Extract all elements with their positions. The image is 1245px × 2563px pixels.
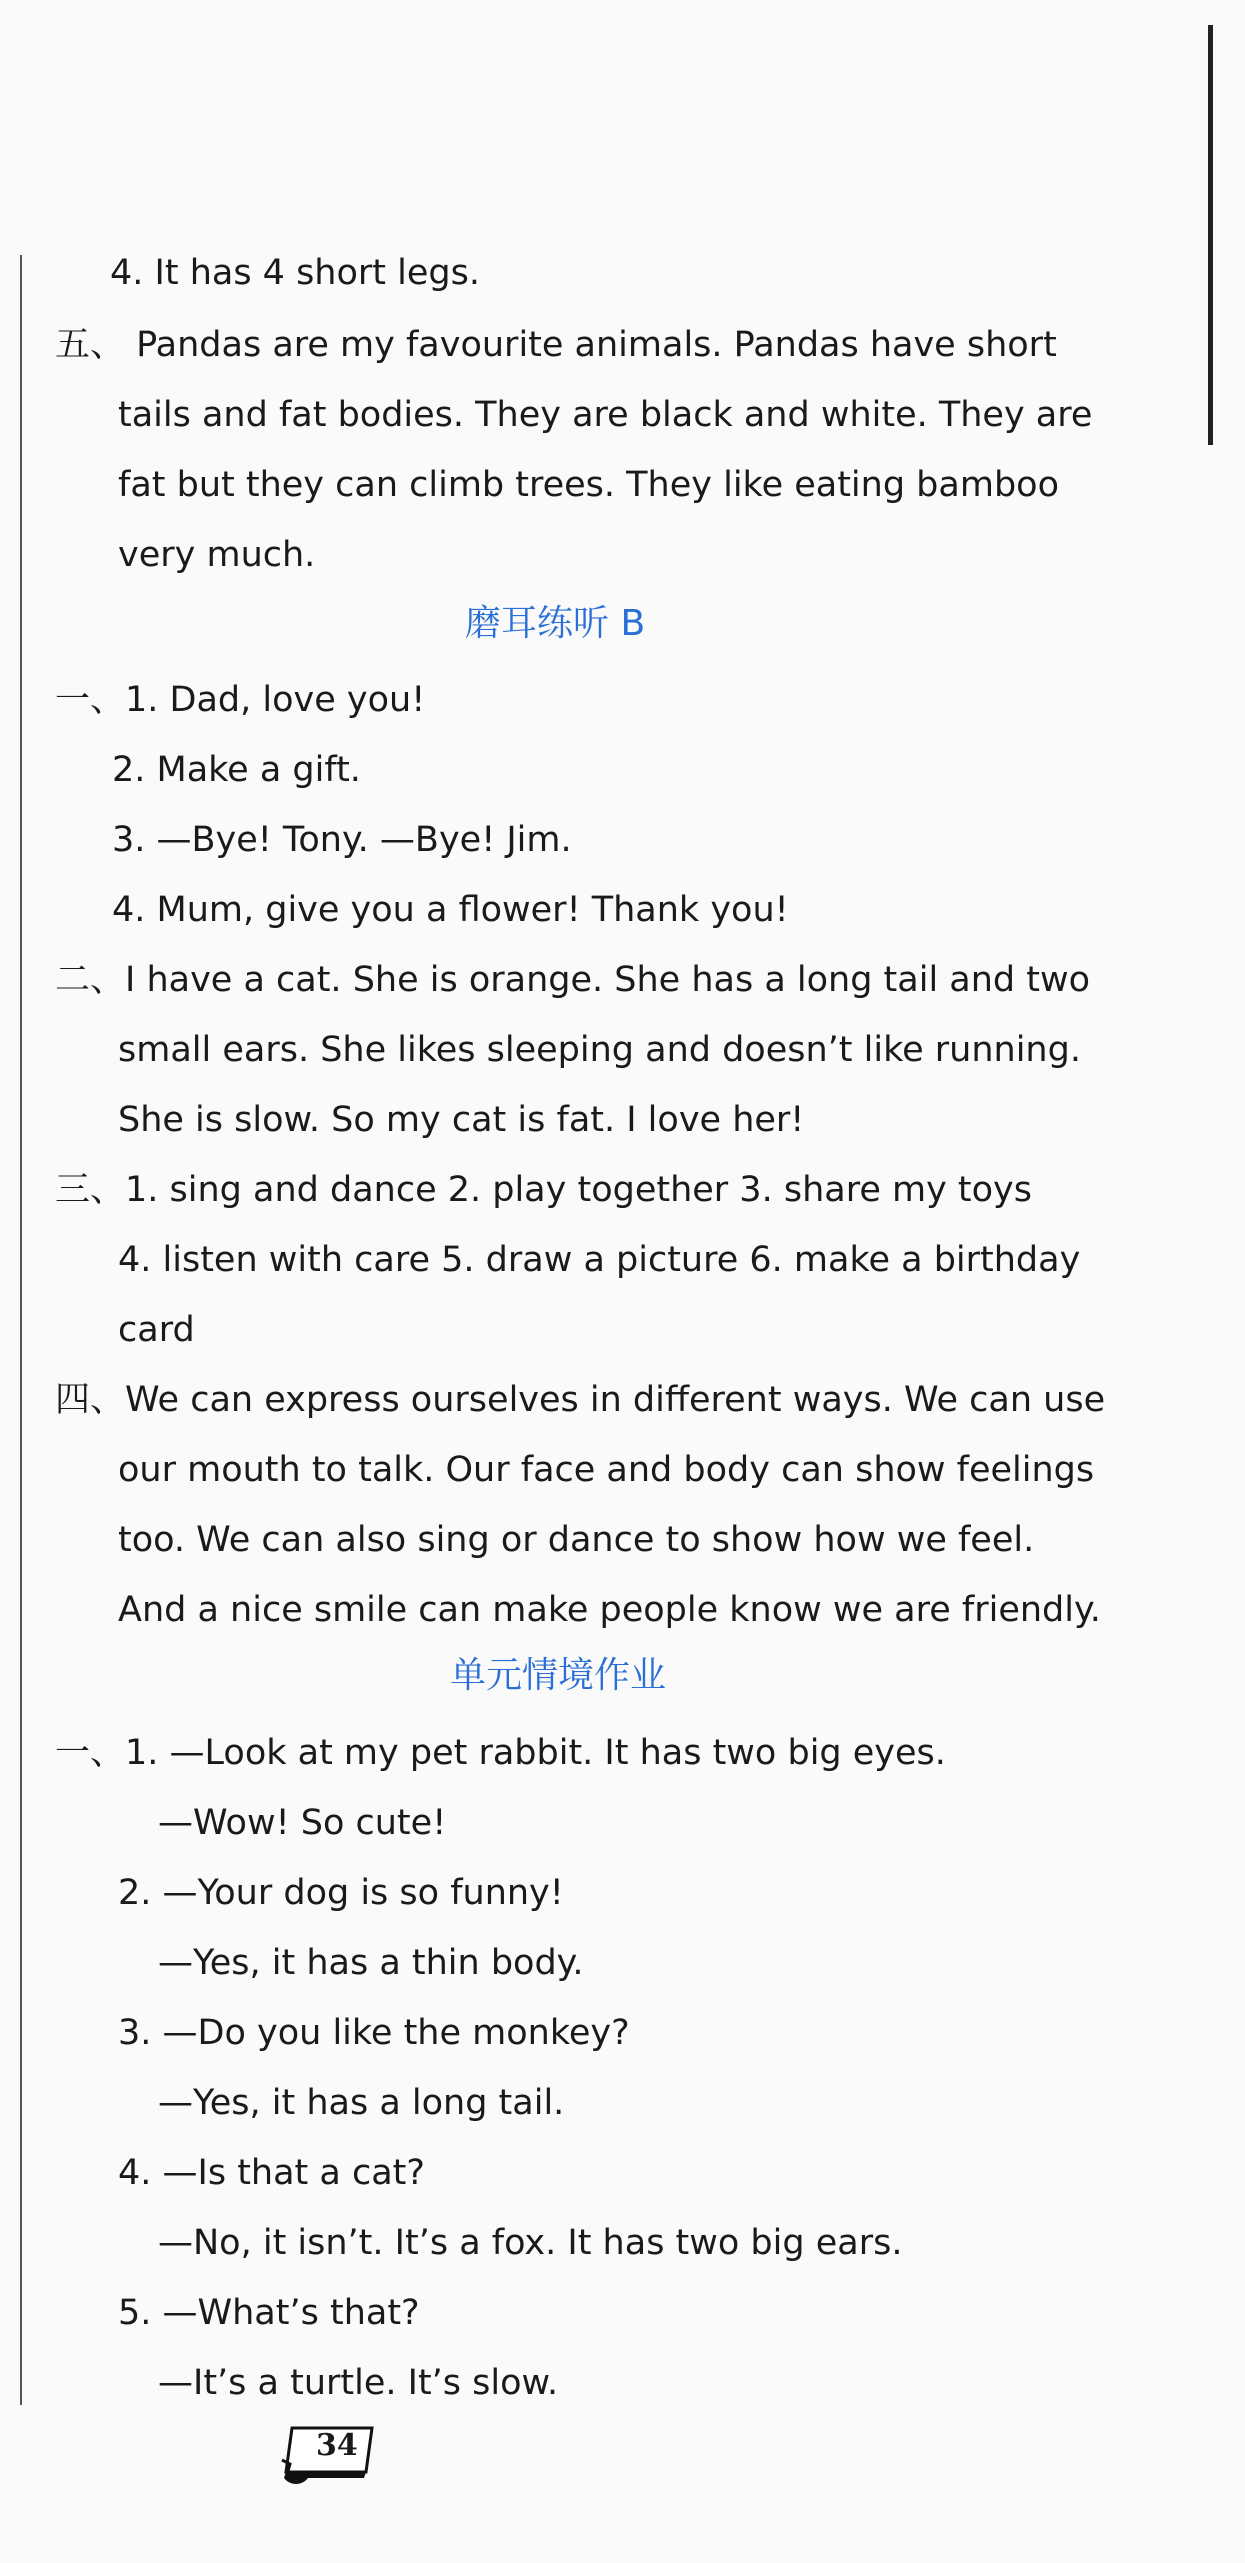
answer-line: 2. Make a gift.	[112, 750, 361, 790]
answer-line: very much.	[118, 535, 316, 575]
answer-line: 2. —Your dog is so funny!	[118, 1873, 564, 1913]
answer-line: 5. —What’s that?	[118, 2293, 420, 2333]
answer-line: —Yes, it has a long tail.	[158, 2083, 565, 2123]
section-heading: 磨耳练听 B	[465, 603, 646, 644]
answer-line: And a nice smile can make people know we are friendly.	[118, 1590, 1101, 1630]
answer-line: 五、 Pandas are my favourite animals. Pandas have short	[55, 325, 1057, 365]
answer-line: 3. —Bye! Tony. —Bye! Jim.	[112, 820, 572, 860]
answer-line: 三、1. sing and dance 2. play together 3. share my toys	[55, 1170, 1032, 1210]
section-heading: 单元情境作业	[450, 1655, 667, 1696]
answer-line: our mouth to talk. Our face and body can show feelings	[118, 1450, 1095, 1490]
answer-line: She is slow. So my cat is fat. I love her!	[118, 1100, 805, 1140]
answer-line: 二、I have a cat. She is orange. She has a long tail and two	[55, 960, 1091, 1000]
answer-line: too. We can also sing or dance to show how we feel.	[118, 1520, 1035, 1560]
answer-line: 4. It has 4 short legs.	[110, 253, 480, 293]
answer-line: 4. Mum, give you a flower! Thank you!	[112, 890, 789, 930]
answer-line: 3. —Do you like the monkey?	[118, 2013, 630, 2053]
answer-line: 4. —Is that a cat?	[118, 2153, 425, 2193]
answer-line: —Yes, it has a thin body.	[158, 1943, 584, 1983]
answer-line: small ears. She likes sleeping and doesn’t like running.	[118, 1030, 1081, 1070]
answer-line: 四、We can express ourselves in different ways. We can use	[55, 1380, 1106, 1420]
answer-line: —Wow! So cute!	[158, 1803, 447, 1843]
page-number-badge	[280, 2420, 380, 2490]
answer-line: card	[118, 1310, 195, 1350]
page-number: 34	[316, 2428, 358, 2463]
right-edge-bar	[1208, 25, 1213, 445]
answer-line: —It’s a turtle. It’s slow.	[158, 2363, 559, 2403]
answer-line: —No, it isn’t. It’s a fox. It has two big ears.	[158, 2223, 903, 2263]
answer-line: fat but they can climb trees. They like eating bamboo	[118, 465, 1059, 505]
answer-line: 4. listen with care 5. draw a picture 6. make a birthday	[118, 1240, 1081, 1280]
answer-line: tails and fat bodies. They are black and white. They are	[118, 395, 1093, 435]
answer-line: 一、1. —Look at my pet rabbit. It has two big eyes.	[55, 1733, 946, 1773]
answer-line: 一、1. Dad, love you!	[55, 680, 426, 720]
left-margin-rule	[20, 255, 22, 2405]
